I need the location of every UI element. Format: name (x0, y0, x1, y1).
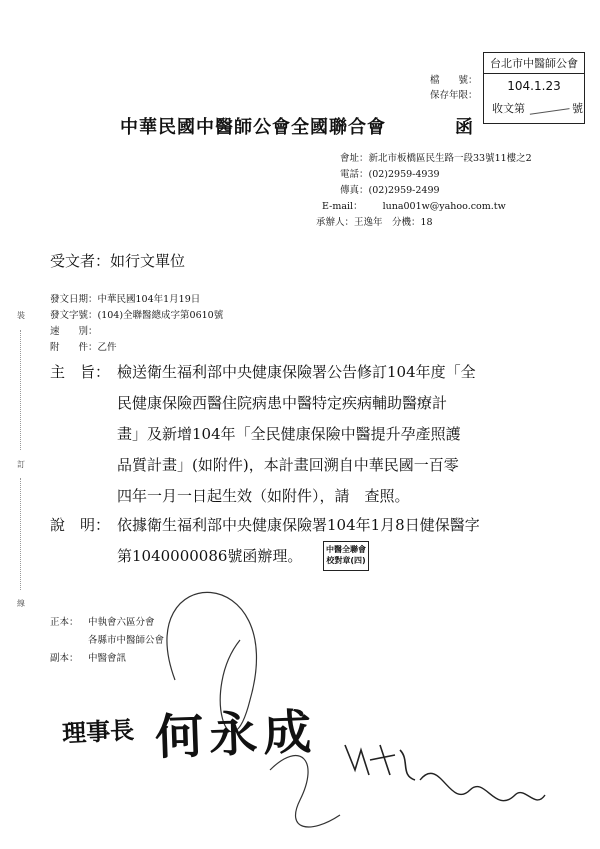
email-label: E-mail： (322, 201, 363, 212)
explanation-line: 依據衛生福利部中央健康保險署104年1月8日健保醫字 (117, 516, 480, 534)
attachment: 附 件：乙件 (50, 342, 117, 353)
copy-recipient: 中醫會訊 (88, 653, 127, 664)
subject-line: 畫」及新增104年「全民健康保險中醫提升孕產照護 (117, 425, 461, 443)
chairman-title: 理事長 (61, 715, 135, 748)
stamp-receipt-suffix: 號 (572, 102, 583, 115)
explanation-label: 說 明： (50, 516, 111, 534)
recipient-label: 受文者： (50, 252, 111, 270)
seal-line: 校對章(四) (326, 556, 366, 565)
handwritten-scribble (270, 756, 340, 827)
phone: 電話：(02)2959-4939 (340, 169, 440, 180)
seal-line: 中醫全聯會 (326, 545, 366, 554)
fax: 傳真：(02)2959-2499 (340, 185, 440, 196)
org-title: 中華民國中醫師公會全國聯合會 (120, 117, 386, 138)
issue-date: 發文日期：中華民國104年1月19日 (50, 294, 201, 305)
retention-label: 保存年限： (430, 90, 478, 101)
address: 會址：新北市板橋區民生路一段33號11樓之2 (340, 153, 532, 164)
issue-number: 發文字號：(104)全聯醫總成字第0610號 (50, 310, 224, 321)
email-value: luna001w@yahoo.com.tw (382, 201, 506, 212)
subject-label: 主 旨： (50, 363, 111, 381)
doc-type: 函 (455, 117, 474, 138)
subject-line: 民健康保險西醫住院病患中醫特定疾病輔助醫療計 (117, 394, 448, 412)
chairman-signature: 何永成 (154, 704, 319, 766)
main-recipient: 各縣市中醫師公會 (88, 635, 165, 646)
handwritten-scribble (420, 773, 545, 800)
handwritten-scribble (370, 745, 415, 780)
copy-recipients-label: 副本： (50, 653, 79, 664)
margin-mark-bind: 裝 (17, 311, 25, 320)
subject-line: 品質計畫」(如附件)，本計畫回溯自中華民國一百零 (117, 456, 459, 474)
stamp-receipt-label: 收文第 (492, 102, 525, 115)
explanation-line: 第1040000086號函辦理。 (117, 547, 303, 565)
subject-line: 檢送衛生福利部中央健康保險署公告修訂104年度「全 (117, 363, 476, 381)
file-number-label: 檔 號： (430, 75, 478, 86)
recipient-value: 如行文單位 (110, 252, 186, 270)
margin-mark-line: 線 (17, 599, 25, 608)
stamp-date: 104.1.23 (507, 79, 561, 93)
speed: 速 別： (50, 326, 98, 337)
main-recipients-label: 正本： (50, 617, 79, 628)
stamp-org: 台北市中醫師公會 (484, 55, 584, 74)
handwritten-scribble (345, 745, 369, 775)
contact-person: 承辦人：王逸年 分機：18 (316, 217, 433, 228)
main-recipient: 中執會六區分會 (88, 617, 155, 628)
subject-line: 四年一月一日起生效（如附件），請 查照。 (117, 487, 410, 505)
margin-mark-order: 訂 (17, 460, 25, 469)
